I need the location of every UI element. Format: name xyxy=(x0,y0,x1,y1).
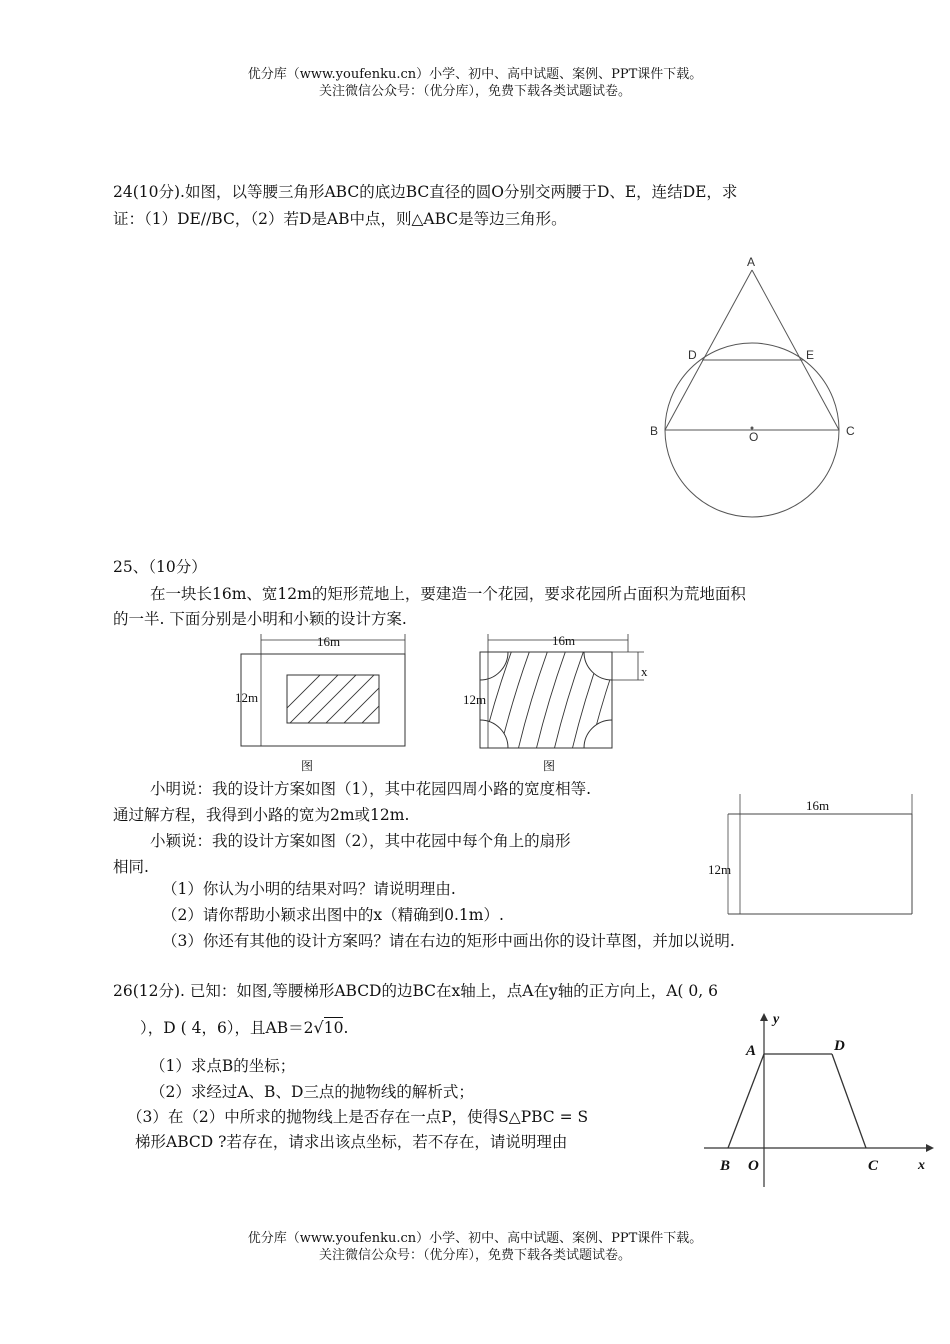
q26-sub-1: （1）求点B的坐标； xyxy=(150,1057,296,1075)
q26-line-2-period: . xyxy=(343,1019,349,1037)
header-line-1: 优分库（www.youfenku.cn）小学、初中、高中试题、案例、PPT课件下载。 xyxy=(247,67,703,82)
sector-bottom-left xyxy=(480,720,508,748)
sqrt-sign: √ xyxy=(313,1018,324,1037)
q24-text-line-1: 24(10分).如图，以等腰三角形ABC的底边BC直径的圆O分别交两腰于D、E，连结DE，求 xyxy=(113,183,738,201)
fig2-caption: 图 xyxy=(543,759,556,773)
q25-ming-line-2: 通过解方程，我得到小路的宽为2m或12m. xyxy=(113,806,410,824)
q25-sub-1: （1）你认为小明的结果对吗？请说明理由. xyxy=(162,880,456,898)
fig3-width-label: 12m xyxy=(708,862,732,877)
q26-text-line-2 xyxy=(140,1016,348,1040)
q25-figure-1 xyxy=(225,630,420,778)
label-c: C xyxy=(846,424,855,438)
q25-ying-line-1: 小颖说：我的设计方案如图（2），其中花园中每个角上的扇形 xyxy=(150,832,571,850)
fig2-length-label: 16m xyxy=(552,633,576,648)
label-c: C xyxy=(868,1158,879,1174)
q26-sub-3-line-1: （3）在（2）中所求的抛物线上是否存在一点P，使得S△PBC = S xyxy=(127,1108,589,1126)
q26-sub-3-line-2: 梯形ABCD ?若存在，请求出该点坐标，若不存在，请说明理由 xyxy=(135,1133,568,1151)
q25-figure-2 xyxy=(460,630,660,778)
label-o: O xyxy=(748,1158,759,1174)
land-rectangle xyxy=(480,652,612,748)
label-x-axis: x xyxy=(918,1158,925,1173)
q24-text-line-2: 证：（1）DE//BC，（2）若D是AB中点，则△ABC是等边三角形。 xyxy=(113,210,567,228)
q25-intro-line-1: 在一块长16m、宽12m的矩形荒地上，要建造一个花园，要求花园所占面积为荒地面积 xyxy=(150,585,746,603)
q25-sub-2: （2）请你帮助小颖求出图中的x（精确到0.1m）. xyxy=(162,906,504,924)
q25-intro-line-2: 的一半. 下面分别是小明和小颖的设计方案. xyxy=(113,610,407,628)
q26-sub-2: （2）求经过A、B、D三点的抛物线的解析式； xyxy=(150,1083,474,1101)
sector-top-left xyxy=(480,652,508,680)
label-a: A xyxy=(746,1043,757,1059)
label-d: D xyxy=(834,1038,845,1054)
sector-top-right xyxy=(584,652,612,680)
sector-bottom-right xyxy=(584,720,612,748)
q25-sub-3: （3）你还有其他的设计方案吗？请在右边的矩形中画出你的设计草图，并加以说明. xyxy=(162,932,735,950)
segment-ac xyxy=(752,270,839,430)
fig2-x-label: x xyxy=(641,664,648,679)
q24-circle-triangle-figure xyxy=(640,250,870,520)
label-a: A xyxy=(747,255,756,269)
garden-hatching xyxy=(482,650,620,750)
q25-figure-3-blank xyxy=(700,790,920,920)
footer-line-1: 优分库（www.youfenku.cn）小学、初中、高中试题、案例、PPT课件下载。 xyxy=(247,1231,703,1246)
segment-ab xyxy=(665,270,752,430)
label-o: O xyxy=(749,430,759,444)
header-line-2: 关注微信公众号：（优分库），免费下载各类试题试卷。 xyxy=(318,84,631,99)
q25-ming-line-1: 小明说：我的设计方案如图（1），其中花园四周小路的宽度相等. xyxy=(150,780,592,798)
label-b: B xyxy=(650,424,659,438)
land-rectangle xyxy=(241,654,405,746)
q26-trapezoid-figure xyxy=(700,1005,940,1190)
q25-title: 25、（10分） xyxy=(113,558,207,576)
label-y-axis: y xyxy=(773,1012,780,1027)
fig1-width-label: 12m xyxy=(235,690,259,705)
footer-line-2: 关注微信公众号：（优分库），免费下载各类试题试卷。 xyxy=(318,1248,631,1263)
fig1-length-label: 16m xyxy=(317,634,341,649)
page-header xyxy=(0,66,950,100)
y-axis-arrow xyxy=(760,1013,768,1021)
side-ab xyxy=(728,1054,764,1148)
fig3-length-label: 16m xyxy=(806,798,830,813)
sqrt-coefficient: 2 xyxy=(303,1019,314,1037)
page-footer xyxy=(0,1230,950,1264)
x-axis-arrow xyxy=(926,1144,934,1152)
fig2-width-label: 12m xyxy=(463,692,487,707)
label-b: B xyxy=(720,1158,731,1174)
q25-ying-line-2: 相同. xyxy=(113,858,149,876)
sqrt-radicand: 10 xyxy=(323,1019,344,1037)
label-d: D xyxy=(688,348,697,362)
fig1-caption: 图 xyxy=(301,759,314,773)
q26-line-2-text: ），D ( 4，6），且AB＝ xyxy=(140,1019,304,1037)
q26-text-line-1: 26(12分). 已知：如图,等腰梯形ABCD的边BC在x轴上，点A在y轴的正方向上，A( 0, 6 xyxy=(113,982,718,1000)
side-dc xyxy=(832,1054,866,1148)
label-e: E xyxy=(806,348,815,362)
